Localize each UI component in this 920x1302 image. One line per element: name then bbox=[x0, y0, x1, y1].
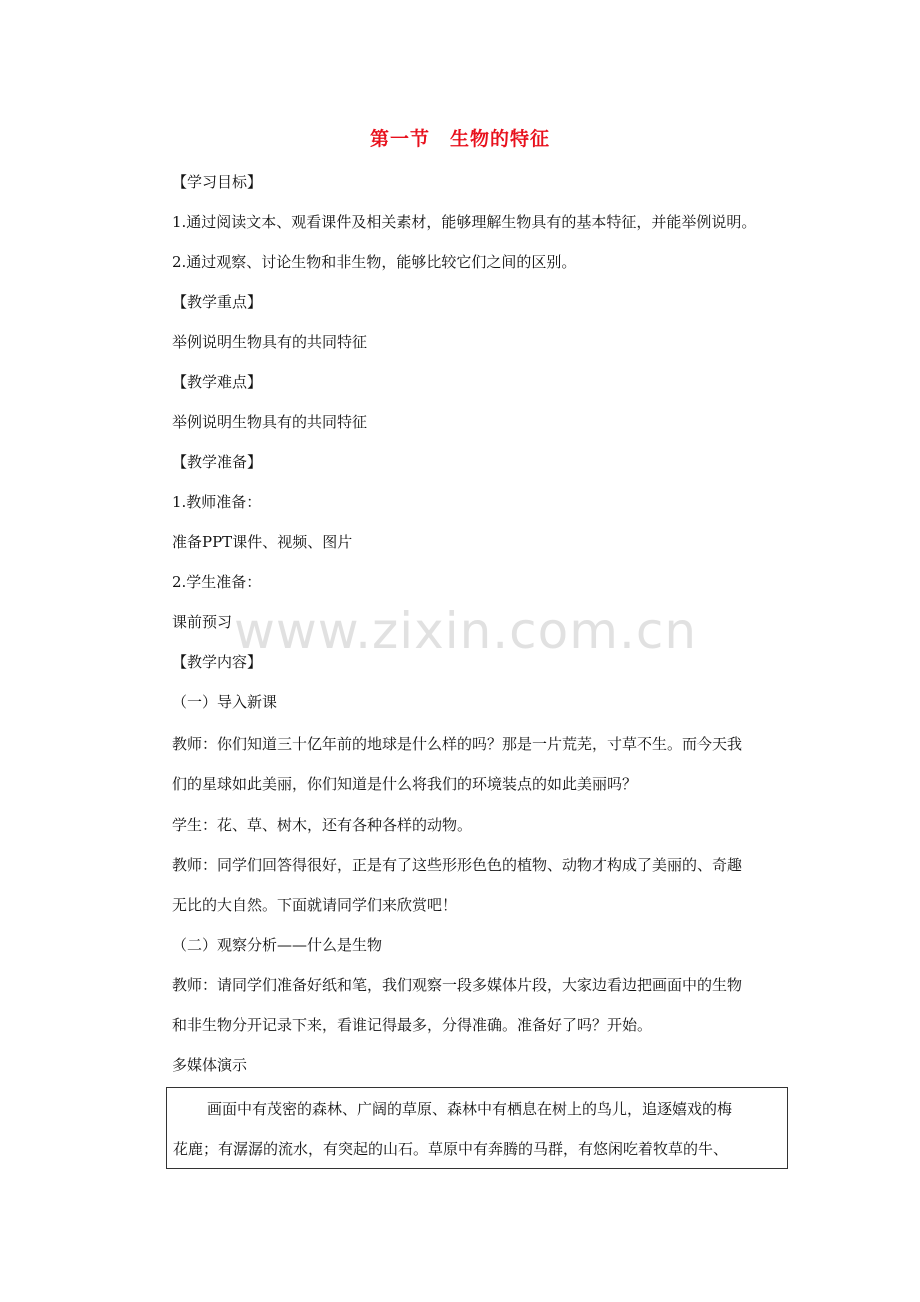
page-title: 第一节 生物的特征 bbox=[369, 128, 550, 150]
heading-difficulties: 【教学难点】 bbox=[172, 373, 263, 391]
student-prep-label: 2.学生准备： bbox=[172, 573, 262, 591]
teacher-prep-text: 准备PPT课件、视频、图片 bbox=[172, 533, 353, 551]
paragraph-line: 教师：请同学们准备好纸和笔，我们观察一段多媒体片段，大家边看边把画面中的生物 bbox=[172, 976, 743, 994]
multimedia-box bbox=[166, 1087, 788, 1169]
paragraph-line: 们的星球如此美丽，你们知道是什么将我们的环境装点的如此美丽吗？ bbox=[172, 775, 638, 793]
teacher-prep-label: 1.教师准备： bbox=[172, 493, 262, 511]
heading-key-points: 【教学重点】 bbox=[172, 293, 263, 311]
paragraph-line: 教师：同学们回答得很好，正是有了这些形形色色的植物、动物才构成了美丽的、奇趣 bbox=[172, 856, 743, 874]
box-line: 画面中有茂密的森林、广阔的草原、森林中有栖息在树上的鸟儿，追逐嬉戏的梅 bbox=[207, 1100, 733, 1118]
section-2-heading: （二）观察分析——什么是生物 bbox=[172, 936, 383, 954]
paragraph-line: 和非生物分开记录下来，看谁记得最多，分得准确。准备好了吗？开始。 bbox=[172, 1016, 653, 1034]
multimedia-label: 多媒体演示 bbox=[172, 1056, 248, 1074]
section-1-heading: （一）导入新课 bbox=[172, 693, 278, 711]
paragraph-line: 教师：你们知道三十亿年前的地球是什么样的吗？那是一片荒芜，寸草不生。而今天我 bbox=[172, 735, 743, 753]
paragraph-line: 学生：花、草、树木，还有各种各样的动物。 bbox=[172, 816, 473, 834]
box-line: 花鹿；有潺潺的流水，有突起的山石。草原中有奔腾的马群，有悠闲吃着牧草的牛、 bbox=[173, 1140, 729, 1158]
difficulties-text: 举例说明生物具有的共同特征 bbox=[172, 413, 368, 431]
watermark: www.zixin.com.cn bbox=[234, 602, 698, 660]
heading-content: 【教学内容】 bbox=[172, 653, 263, 671]
heading-preparation: 【教学准备】 bbox=[172, 453, 263, 471]
goal-2: 2.通过观察、讨论生物和非生物，能够比较它们之间的区别。 bbox=[172, 253, 577, 271]
goal-1: 1.通过阅读文本、观看课件及相关素材，能够理解生物具有的基本特征，并能举例说明。 bbox=[172, 213, 757, 231]
student-prep-text: 课前预习 bbox=[172, 613, 233, 631]
heading-learning-goals: 【学习目标】 bbox=[172, 173, 263, 191]
paragraph-line: 无比的大自然。下面就请同学们来欣赏吧！ bbox=[172, 896, 458, 914]
key-points-text: 举例说明生物具有的共同特征 bbox=[172, 333, 368, 351]
